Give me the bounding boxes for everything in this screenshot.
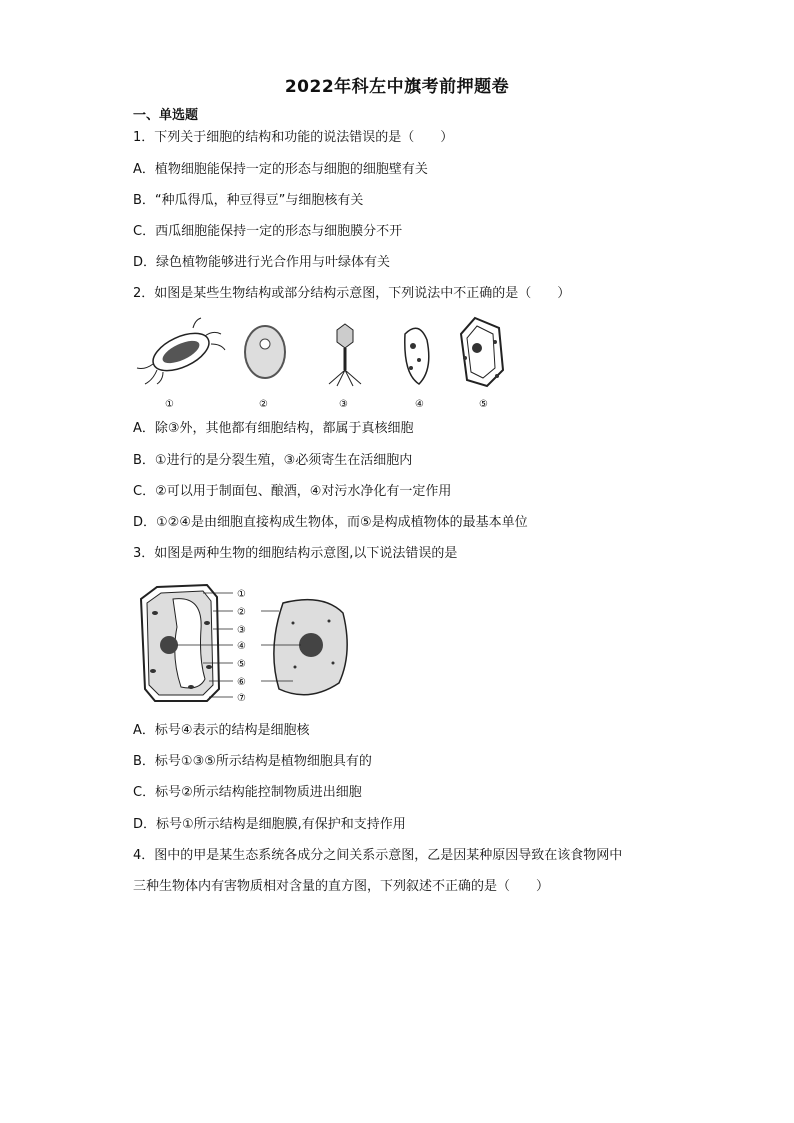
q3-option-a: A．标号④表示的结构是细胞核: [133, 723, 310, 738]
q2-figure-label-2: ②: [259, 399, 268, 410]
q2-stem: 2．如图是某些生物结构或部分结构示意图，下列说法中不正确的是（ ）: [133, 286, 571, 301]
q3-figure-label-2: ②: [237, 607, 246, 618]
q3-cell-figure: [133, 583, 363, 708]
plant-cell-diagram: [141, 585, 219, 701]
q2-figure-label-1: ①: [165, 399, 174, 410]
q2-figure-label-5: ⑤: [479, 399, 488, 410]
q2-figure-label-4: ④: [415, 399, 424, 410]
q2-option-a: A．除③外，其他都有细胞结构，都属于真核细胞: [133, 421, 414, 436]
plant-cell-drawing: [461, 318, 503, 386]
q4-stem-line1: 4．图中的甲是某生态系统各成分之间关系示意图，乙是因某种原因导致在该食物网中: [133, 848, 623, 863]
q3-figure-label-7: ⑦: [237, 693, 246, 704]
q2-option-b: B．①进行的是分裂生殖，③必须寄生在活细胞内: [133, 453, 413, 468]
q3-option-c: C．标号②所示结构能控制物质进出细胞: [133, 785, 362, 800]
q2-figure-label-3: ③: [339, 399, 348, 410]
q1-option-a: A．植物细胞能保持一定的形态与细胞的细胞壁有关: [133, 162, 428, 177]
page-title: 2022年科左中旗考前押题卷: [284, 77, 510, 97]
q3-figure-label-1: ①: [237, 589, 246, 600]
q2-option-d: D．①②④是由细胞直接构成生物体，而⑤是构成植物体的最基本单位: [133, 515, 528, 530]
q1-option-b: B．“种瓜得瓜，种豆得豆”与细胞核有关: [133, 193, 364, 208]
q2-option-c: C．②可以用于制面包、酿酒，④对污水净化有一定作用: [133, 484, 452, 499]
animal-cell-diagram: [274, 600, 347, 695]
q3-figure-label-4: ④: [237, 641, 246, 652]
q3-figure-label-6: ⑥: [237, 677, 246, 688]
bacteriophage-drawing: [329, 324, 361, 386]
section-heading: 一、单选题: [133, 108, 199, 123]
q2-organisms-figure: [133, 314, 513, 414]
q1-stem: 1．下列关于细胞的结构和功能的说法错误的是（ ）: [133, 130, 454, 145]
q3-figure-label-5: ⑤: [237, 659, 246, 670]
bacterium-drawing: [137, 318, 225, 384]
q3-figure-label-3: ③: [237, 625, 246, 636]
protist-drawing: [405, 328, 429, 384]
q4-stem-line2: 三种生物体内有害物质相对含量的直方图，下列叙述不正确的是（ ）: [133, 879, 550, 894]
yeast-drawing: [245, 326, 285, 378]
q3-option-d: D．标号①所示结构是细胞膜,有保护和支持作用: [133, 817, 406, 832]
q1-option-d: D．绿色植物能够进行光合作用与叶绿体有关: [133, 255, 391, 270]
q3-option-b: B．标号①③⑤所示结构是植物细胞具有的: [133, 754, 372, 769]
q3-stem: 3．如图是两种生物的细胞结构示意图,以下说法错误的是: [133, 546, 458, 561]
q1-option-c: C．西瓜细胞能保持一定的形态与细胞膜分不开: [133, 224, 403, 239]
